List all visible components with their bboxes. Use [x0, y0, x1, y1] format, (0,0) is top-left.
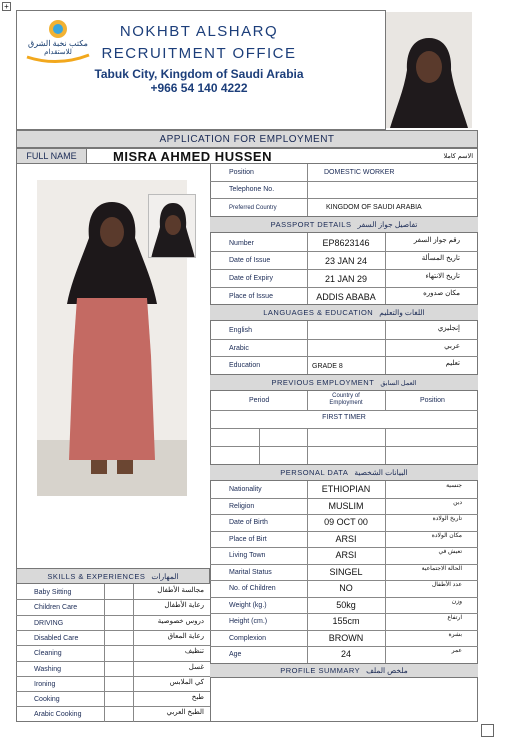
personal-value: ARSI: [335, 533, 357, 544]
personal-label: Religion: [229, 502, 255, 510]
personal-value: ARSI: [335, 550, 357, 560]
personal-value: SINGEL: [329, 566, 363, 577]
telephone-label: Telephone No.: [229, 186, 275, 193]
languages-section-header: [210, 304, 478, 321]
company-subtitle: RECRUITMENT OFFICE: [101, 45, 297, 62]
arabic-label: Arabic: [229, 345, 249, 352]
personal-label: Place of Birt: [229, 535, 267, 543]
logo-text-2: للاستقدام: [44, 49, 72, 56]
previous-employment-header: [210, 374, 478, 391]
education-label: Education: [229, 362, 261, 369]
passport-section-header: [210, 216, 478, 233]
personal-value: 09 OCT 00: [324, 517, 368, 527]
personal-label: No. of Children: [229, 585, 276, 592]
personal-label: Marital Status: [229, 568, 272, 576]
passport-number-ar: رقم جواز السفر: [413, 237, 460, 244]
education-value: GRADE 8: [312, 363, 343, 370]
expiry-date-label: Date of Expiry: [229, 275, 273, 282]
personal-data-header: [210, 464, 478, 481]
english-label: English: [229, 327, 252, 334]
full-name-value: MISRA AHMED HUSSEN: [113, 149, 272, 164]
personal-label-ar: بشرة: [448, 631, 462, 638]
skill-label: Ironing: [34, 680, 56, 688]
full-name-label-cell: [17, 149, 87, 163]
resize-handle[interactable]: [481, 724, 494, 737]
skill-label: Baby Sitting: [34, 589, 72, 596]
passport-number-label: Number: [229, 240, 254, 247]
personal-label-ar: جنسية: [446, 483, 462, 489]
company-location: Tabuk City, Kingdom of Saudi Arabia: [94, 67, 304, 81]
personal-value: NO: [339, 583, 353, 593]
personal-value: 155cm: [332, 616, 360, 626]
skill-label-ar: رعاية الأطفال: [164, 602, 204, 610]
profile-summary-title-ar: ملخص الملف: [366, 666, 408, 675]
personal-label: Age: [229, 651, 242, 658]
skill-label-ar: غسل: [188, 663, 204, 671]
personal-label-ar: الحالة الاجتماعية: [421, 565, 462, 572]
personal-label-ar: مكان الولادة: [431, 532, 462, 539]
header-photo: [386, 12, 472, 128]
expiry-date-ar: تاريخ الانتهاء: [425, 273, 460, 280]
issue-date-label: Date of Issue: [229, 257, 271, 264]
header-box: [16, 10, 386, 130]
period-column-header: Period: [249, 397, 270, 404]
full-name-label: FULL NAME: [26, 151, 77, 161]
languages-title: LANGUAGES & EDUCATION: [263, 308, 374, 317]
languages-title-ar: اللغات والتعليم: [379, 308, 425, 317]
personal-value: 50kg: [336, 599, 356, 610]
expiry-date-value: 21 JAN 29: [324, 274, 368, 284]
profile-summary-body: [210, 678, 478, 722]
personal-value: BROWN: [328, 632, 364, 643]
skills-header: [16, 568, 210, 584]
country-column-header: Country of Employment: [329, 393, 363, 406]
company-title: NOKHBT ALSHARQ: [119, 23, 279, 40]
logo-text: مكتب نخبة الشرق: [28, 39, 88, 48]
education-ar: تعليم: [445, 360, 460, 367]
skill-label-ar: تنظيف: [184, 648, 204, 656]
skills-title-ar: المهارات: [151, 571, 179, 581]
personal-label: Living Town: [229, 552, 266, 559]
skill-label-ar: دروس خصوصية: [157, 617, 204, 625]
personal-data-title-ar: البيانات الشخصية: [354, 468, 408, 477]
preferred-country-label: Preferred Country: [229, 205, 277, 211]
passport-number-value: EP8623146: [322, 238, 370, 248]
preferred-country-value: KINGDOM OF SAUDI ARABIA: [326, 204, 422, 211]
personal-label: Nationality: [229, 486, 262, 493]
personal-label: Height (cm.): [229, 618, 268, 625]
place-of-issue-value: ADDIS ABABA: [316, 292, 376, 302]
personal-data-title: PERSONAL DATA: [280, 468, 349, 477]
position-value: DOMESTIC WORKER: [324, 169, 395, 176]
personal-label-ar: وزن: [451, 598, 462, 605]
arabic-ar: عربي: [444, 343, 460, 350]
position-column-header: Position: [420, 397, 445, 404]
skill-label-ar: رعاية المعاق: [167, 632, 204, 640]
profile-summary-title: PROFILE SUMMARY: [280, 666, 361, 675]
skill-label: Washing: [34, 665, 61, 673]
place-of-issue-label: Place of Issue: [229, 293, 273, 300]
skill-label-ar: طبخ: [191, 694, 204, 702]
english-ar: إنجليزي: [437, 325, 460, 332]
previous-employment-title-ar: العمل السابق: [380, 379, 417, 387]
skill-label: Children Care: [34, 604, 78, 612]
personal-value: 24: [340, 649, 351, 659]
personal-label-ar: ارتفاع: [447, 615, 462, 621]
personal-label-ar: تاريخ الولادة: [432, 516, 462, 522]
personal-label: Complexion: [229, 634, 266, 642]
personal-label: Date of Birth: [229, 519, 268, 526]
personal-label-ar: تعيش في: [438, 549, 462, 555]
company-logo: [21, 17, 95, 65]
personal-value: MUSLIM: [328, 500, 364, 511]
personal-label-ar: دين: [453, 499, 462, 506]
personal-label-ar: عمر: [451, 648, 462, 654]
passport-title: PASSPORT DETAILS: [270, 220, 352, 229]
skill-label: DRIVING: [34, 619, 64, 627]
personal-value: ETHIOPIAN: [321, 484, 371, 494]
form-title-bar: [16, 130, 478, 148]
issue-date-value: 23 JAN 24: [324, 256, 368, 266]
passport-photo: [148, 194, 196, 258]
skill-label-ar: الطبخ العربي: [166, 709, 204, 717]
first-timer-text: FIRST TIMER: [322, 414, 366, 421]
skill-label-ar: مجالسة الأطفال: [157, 587, 204, 594]
skill-label: Arabic Cooking: [34, 711, 82, 719]
full-name-row: [16, 148, 478, 164]
skill-label: Cleaning: [34, 650, 62, 658]
position-label: Position: [229, 169, 254, 176]
full-name-label-ar: الاسم كاملا: [443, 153, 473, 160]
personal-label-ar: عدد الأطفال: [431, 582, 462, 588]
form-title: APPLICATION FOR EMPLOYMENT: [159, 133, 335, 145]
skill-label-ar: كي الملابس: [169, 678, 204, 686]
company-phone: +966 54 140 4222: [150, 81, 248, 95]
skills-title: SKILLS & EXPERIENCES: [47, 571, 146, 581]
place-of-issue-ar: مكان صدوره: [423, 290, 460, 297]
move-handle-icon[interactable]: +: [2, 2, 11, 11]
previous-employment-title: PREVIOUS EMPLOYMENT: [271, 378, 375, 387]
skill-label: Cooking: [34, 696, 60, 704]
personal-label: Weight (kg.): [229, 601, 267, 609]
profile-summary-header: [210, 663, 478, 678]
passport-title-ar: تفاصيل جواز السفر: [357, 220, 418, 229]
skill-label: Disabled Care: [34, 634, 79, 642]
issue-date-ar: تاريخ المسألة: [421, 255, 460, 262]
